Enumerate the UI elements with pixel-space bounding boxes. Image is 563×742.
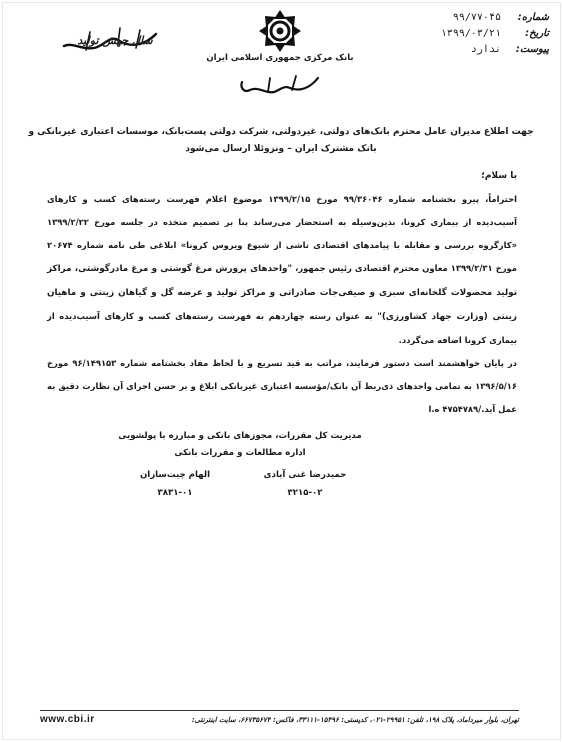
bank-calligraphy-icon (230, 72, 330, 98)
footer-address: تهران، بلوار میرداماد، پلاک ۱۹۸، تلفن: ۲۹۹۵۱-۰۲۱، کدپستی: ۱۵۴۹۶-۳۳۱۱۱، فاکس: ۶۶۷۳۵۶۷۴، سایت اینترنتی: (191, 715, 519, 724)
signer-2 (120, 466, 230, 502)
letter-body (47, 188, 517, 421)
date-value: ۱۳۹۹/۰۳/۲۱ (440, 28, 501, 39)
footer-divider (40, 710, 519, 711)
slogan-text: سال جهش تولید (77, 34, 153, 47)
signer-2-extension: ۳۸۳۱-۰۱ (157, 488, 193, 498)
number-value: ۹۹/۷۷۰۴۵ (452, 12, 501, 23)
body-paragraph-2: در پایان خواهشمند است دستور فرمایند، مراتب به قید تسریع و با لحاظ مفاد بخشنامه شماره ۹۶/۱۴۹۱۵۳ مورخ ۱۳۹۶/۵/۱۶ به تمامی واحدهای ذی‌ربط آن بانک/مؤسسه اعتباری غیربانکی ابلاغ و بر حسن اجرای آن نظارت دقیق به عمل آید./۴۷۵۴۷۸۹ ه.ا (47, 358, 517, 414)
signature-departments (100, 428, 380, 462)
number-label: شماره: (517, 12, 549, 23)
body-paragraph-1-emphasis: "واحدهای پرورش مرغ گوشتی و مرغ مادرگوشتی، مراکز تولید محصولات گلخانه‌ای سبزی و صیفی‌جات صادراتی و مراکز تولید و عرضه گل و گیاهان زینتی و ماهیان زینتی (وزارت جهاد کشاورزی)" (47, 264, 517, 322)
department-general: مدیریت کل مقررات، مجوزهای بانکی و مبارزه با پولشویی (118, 431, 362, 441)
attachment-label: پیوست: (515, 44, 549, 55)
body-paragraph-1-a: احتراماً، پیرو بخشنامه شماره ۹۹/۳۶۰۴۶ مورخ ۱۳۹۹/۲/۱۵ موضوع اعلام فهرست رسته‌های کسب و کارهای آسیب‌دیده از بیماری کرونا، بدین‌وسیله به استحضار می‌رساند بنا بر تصمیم متخذه در جلسه مورخ ۱۳۹۹/۲/۲۲ «کارگروه بررسی و مقابله با پیامدهای اقتصادی ناشی از شیوع ویروس کرونا» ابلاغی طی نامه شماره ۲۰۶۷۴ مورخ ۱۳۹۹/۲/۳۱ معاون محترم اقتصادی رئیس جمهور، (47, 194, 517, 273)
signer-1 (250, 466, 360, 502)
signer-1-extension: ۳۲۱۵-۰۲ (287, 488, 323, 498)
attachment-value: ندارد (470, 44, 501, 55)
date-label: تاریخ: (525, 28, 549, 39)
department-office: اداره مطالعات و مقررات بانکی (174, 448, 306, 458)
bank-name: بانک مرکزی جمهوری اسلامی ایران (206, 53, 354, 63)
footer-website-link[interactable]: www.cbi.ir (40, 714, 95, 725)
number-row (429, 10, 549, 26)
central-bank-logo-icon (247, 8, 313, 54)
distribution-note: جهت اطلاع مدیران عامل محترم بانک‌های دولتی، غیردولتی، شرکت دولتی پست‌بانک، موسسات اعتباری غیربانکی و بانک مشترک ایران – ونزوئلا ارسال می‌شود (28, 127, 534, 154)
letter-metadata (429, 10, 549, 58)
footer (40, 714, 519, 725)
date-row (429, 26, 549, 42)
attachment-row (429, 42, 549, 58)
signer-2-name: الهام چیت‌سازان (139, 470, 211, 480)
body-paragraph-1 (47, 188, 517, 352)
signer-1-name: حمیدرضا غنی آبادی (263, 470, 347, 480)
signers (120, 466, 360, 502)
greeting: با سلام؛ (481, 171, 517, 181)
body-paragraph-1-c: به عنوان رسته چهاردهم به فهرست رسته‌های کسب و کارهای آسیب‌دیده از بیماری کرونا اضافه می‌گردد. (47, 311, 517, 345)
